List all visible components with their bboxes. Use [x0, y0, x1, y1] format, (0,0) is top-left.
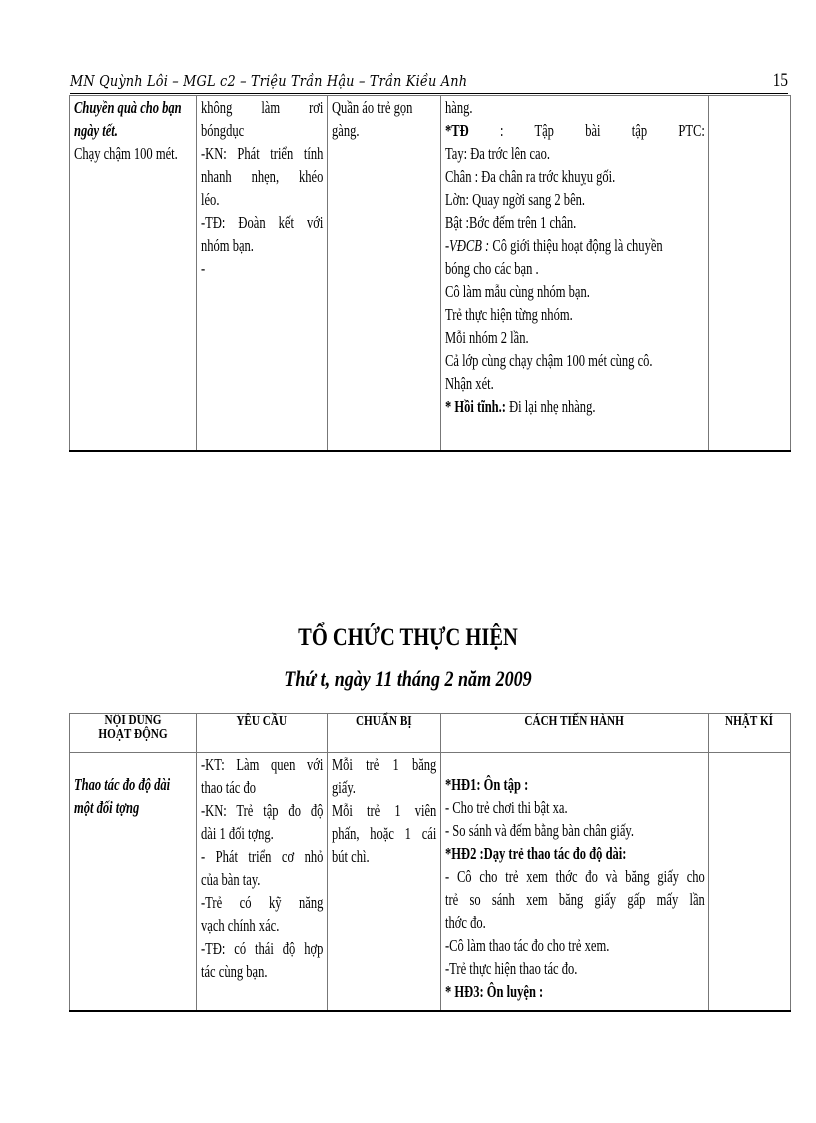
text-line: Đi lại nhẹ nhàng.: [509, 397, 596, 416]
text-line: -Cô làm thao tác đo cho trẻ xem.: [445, 936, 610, 955]
text-line: phấn, hoặc 1 cái: [332, 824, 437, 843]
text-line: - Phát triển cơ nhỏ: [201, 847, 324, 866]
text-line: Quần áo trẻ gọn: [332, 98, 413, 117]
preparation-cell: [328, 96, 441, 452]
text-line: Chân : Đa chân ra trớc khuỵu gối.: [445, 167, 616, 186]
header-rule: [70, 93, 788, 94]
step-heading: *HĐ1: Ôn tập :: [445, 775, 529, 794]
text-line: -KT: Làm quen với: [201, 755, 324, 774]
text-line: Chạy chậm 100 mét.: [74, 144, 178, 163]
diary-cell: [709, 96, 791, 452]
text-line: hàng.: [445, 98, 473, 117]
text-line: Cô giới thiệu hoạt động là chuyền: [492, 236, 663, 255]
section-label: *TĐ: [445, 121, 469, 140]
text-line: -Trẻ thực hiện thao tác đo.: [445, 959, 578, 978]
text-line: dài 1 đối tợng.: [201, 824, 274, 843]
content-cell: [70, 96, 197, 452]
text-line: -TĐ: có thái độ hợp: [201, 939, 324, 958]
text-line: Mỗi trẻ 1 băng: [332, 755, 437, 774]
column-header: CÁCH TIẾN HÀNH: [441, 714, 709, 753]
text-line: trẻ so sánh xem băng giấy gấp mấy lần: [445, 890, 705, 909]
section-date: Thứ t, ngày 11 tháng 2 năm 2009: [284, 666, 532, 691]
page-header: [70, 72, 790, 94]
activity-title: Thao tác đo độ dài một đối tợng: [74, 775, 171, 817]
text-line: bút chì.: [332, 847, 370, 866]
column-header: NỘI DUNG HOẠT ĐỘNG: [70, 714, 197, 753]
running-title: MN Quỳnh Lôi – MGL c2 – Triệu Trần Hậu – Trần Kiều Anh: [70, 72, 468, 90]
step-heading: * HĐ3: Ôn luyện :: [445, 982, 544, 1001]
text-line: nhóm bạn.: [201, 236, 254, 255]
text-line: -Trẻ có kỹ năng: [201, 893, 324, 912]
text-line: Cả lớp cùng chạy chậm 100 mét cùng cô.: [445, 351, 653, 370]
requirements-cell: [197, 96, 328, 452]
text-line: giấy.: [332, 778, 356, 797]
activity-title: Chuyền quà cho bạn ngày tết.: [74, 98, 182, 140]
text-line: -KN: Trẻ tập đo độ: [201, 801, 324, 820]
page-number: 15: [772, 70, 788, 91]
step-heading: *HĐ2 :Dạy trẻ thao tác đo độ dài:: [445, 844, 627, 863]
text-line: : Tập bài tập PTC:: [499, 121, 705, 140]
text-line: -TĐ: Đoàn kết với: [201, 213, 324, 232]
text-line: Bật :Bớc đếm trên 1 chân.: [445, 213, 577, 232]
section-title: TỔ CHỨC THỰC HIỆN: [298, 624, 518, 651]
text-line: thao tác đo: [201, 778, 257, 797]
text-line: của bàn tay.: [201, 870, 261, 889]
text-line: Cô làm mẫu cùng nhóm bạn.: [445, 282, 590, 301]
text-line: gàng.: [332, 121, 360, 140]
text-line: - Cô cho trẻ xem thớc đo và băng giấy cho: [445, 867, 705, 886]
section-label: -VĐCB :: [445, 236, 490, 255]
activity-table: [69, 713, 791, 1012]
text-line: Nhận xét.: [445, 374, 494, 393]
activity-table-continued: [69, 95, 791, 452]
procedure-cell: [441, 753, 709, 1012]
preparation-cell: [328, 753, 441, 1012]
column-header: YÊU CẦU: [197, 714, 328, 753]
text-line: Tay: Đa trớc lên cao.: [445, 144, 550, 163]
text-line: không làm rơi: [201, 98, 324, 117]
column-header: CHUẨN BỊ: [328, 714, 441, 753]
text-line: vạch chính xác.: [201, 916, 280, 935]
text-line: bóngdục: [201, 121, 245, 140]
text-line: thớc đo.: [445, 913, 486, 932]
text-line: - So sánh và đếm bằng bàn chân giấy.: [445, 821, 634, 840]
text-line: léo.: [201, 190, 220, 209]
text-line: -: [201, 259, 206, 278]
text-line: Mỗi trẻ 1 viên: [332, 801, 437, 820]
text-line: Lờn: Quay ngời sang 2 bên.: [445, 190, 586, 209]
text-line: -KN: Phát triển tính: [201, 144, 324, 163]
procedure-cell: [441, 96, 709, 452]
section-label: * Hồi tĩnh.:: [445, 397, 506, 416]
text-line: nhanh nhẹn, khéo: [201, 167, 324, 186]
diary-cell: [709, 753, 791, 1012]
requirements-cell: [197, 753, 328, 1012]
content-cell: [70, 753, 197, 1012]
text-line: bóng cho các bạn .: [445, 259, 539, 278]
text-line: Trẻ thực hiện từng nhóm.: [445, 305, 573, 324]
text-line: Mỗi nhóm 2 lần.: [445, 328, 529, 347]
text-line: tác cùng bạn.: [201, 962, 268, 981]
column-header: NHẬT KÍ: [709, 714, 791, 753]
text-line: - Cho trẻ chơi thi bật xa.: [445, 798, 568, 817]
